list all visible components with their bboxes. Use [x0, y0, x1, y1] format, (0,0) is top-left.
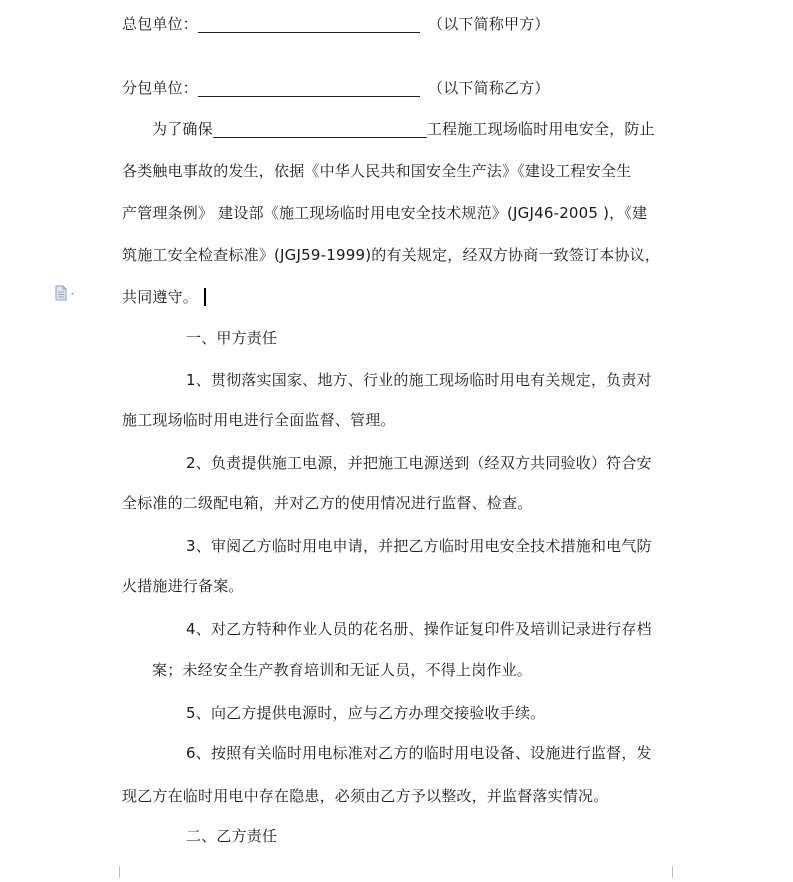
item-2-line-2: 全标准的二级配电箱，并对乙方的使用情况进行监督、检查。 — [122, 494, 533, 512]
party-b-suffix: （以下简称乙方） — [428, 79, 550, 97]
intro-line-1 — [152, 119, 655, 139]
item-4-line-2: 案；未经安全生产教育培训和无证人员，不得上岗作业。 — [152, 661, 533, 679]
intro-prefix: 为了确保 — [152, 120, 213, 138]
item-4-line-1: 4、对乙方特种作业人员的花名册、操作证复印件及培训记录进行存档 — [186, 620, 652, 638]
section-b-title: 二、乙方责任 — [186, 827, 278, 845]
intro-line-5-text: 共同遵守。 — [122, 288, 199, 306]
party-a-suffix: （以下简称甲方） — [428, 15, 550, 33]
page-corner-mark-right — [672, 863, 694, 875]
intro-line-4: 筑施工安全检查标准》(JGJ59-1999)的有关规定，经双方协商一致签订本协议， — [122, 246, 661, 264]
page-corner-mark-left — [98, 863, 120, 875]
item-3-line-1: 3、审阅乙方临时用电申请，并把乙方临时用电安全技术措施和电气防 — [186, 537, 652, 555]
project-name-blank[interactable] — [213, 121, 427, 138]
item-6-line-1: 6、按照有关临时用电标准对乙方的临时用电设备、设施进行监督，发 — [186, 744, 652, 762]
party-a-blank[interactable] — [198, 16, 420, 33]
item-5-line-1: 5、向乙方提供电源时，应与乙方办理交接验收手续。 — [186, 704, 546, 722]
section-a-title: 一、甲方责任 — [186, 329, 278, 347]
paragraph-doc-icon[interactable] — [54, 285, 80, 301]
party-b-blank[interactable] — [198, 80, 420, 97]
party-b-line — [122, 78, 550, 98]
intro-line-5 — [122, 287, 206, 307]
item-3-line-2: 火措施进行备案。 — [122, 577, 244, 595]
item-2-line-1: 2、负责提供施工电源，并把施工电源送到（经双方共同验收）符合安 — [186, 454, 652, 472]
item-1-line-1: 1、贯彻落实国家、地方、行业的施工现场临时用电有关规定，负责对 — [186, 371, 652, 389]
intro-suffix: 工程施工现场临时用电安全，防止 — [426, 120, 655, 138]
intro-line-3: 产管理条例》 建设部《施工现场临时用电安全技术规范》(JGJ46-2005 )，《建 — [122, 204, 648, 222]
party-b-label: 分包单位： — [122, 79, 199, 97]
intro-line-2: 各类触电事故的发生，依据《中华人民共和国安全生产法》《建设工程安全生 — [122, 162, 632, 180]
text-cursor — [204, 288, 206, 306]
party-a-label: 总包单位： — [122, 15, 199, 33]
item-1-line-2: 施工现场临时用电进行全面监督、管理。 — [122, 411, 396, 429]
item-6-line-2: 现乙方在临时用电中存在隐患，必须由乙方予以整改，并监督落实情况。 — [122, 787, 609, 805]
party-a-line — [122, 14, 550, 34]
